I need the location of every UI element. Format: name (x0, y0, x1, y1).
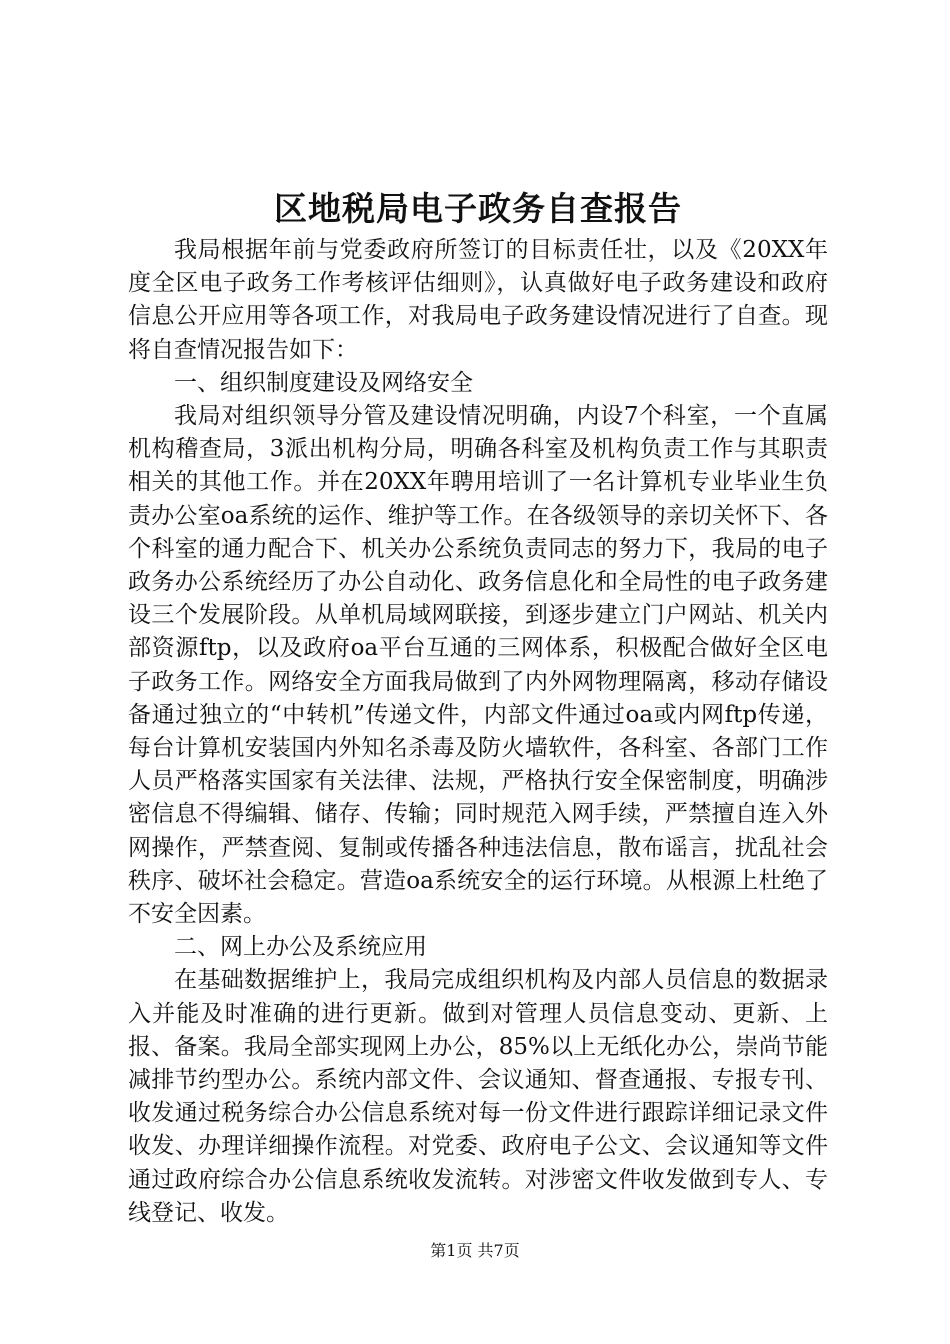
document-title: 区地税局电子政务自查报告 (274, 189, 682, 228)
section-heading-1: 一、组织制度建设及网络安全 (174, 369, 473, 396)
document-page (128, 186, 828, 1230)
section-heading-2: 二、网上办公及系统应用 (174, 934, 427, 961)
section-body-2: 在基础数据维护上，我局完成组织机构及内部人员信息的数据录入并能及时准确的进行更新。做到对管理人员信息变动、更新、上报、备案。我局全部实现网上办公，85%以上无纸化办公，崇尚节能减排节约型办公。系统内部文件、会议通知、督查通报、专报专刊、收发通过税务综合办公信息系统对每一份文件进行跟踪详细记录文件收发、办理详细操作流程。对党委、政府电子公文、会议通知等文件通过政府综合办公信息系统收发流转。对涉密文件收发做到专人、专线登记、收发。 (128, 967, 828, 1226)
page-number-footer: 第1页 共7页 (430, 1241, 520, 1260)
intro-paragraph: 我局根据年前与党委政府所签订的目标责任壮，以及《20XX年度全区电子政务工作考核评估细则》，认真做好电子政务建设和政府信息公开应用等各项工作，对我局电子政务建设情况进行了自查。现将自查情况报告如下： (128, 237, 828, 363)
section-body-1: 我局对组织领导分管及建设情况明确，内设7个科室，一个直属机构稽查局，3派出机构分局，明确各科室及机构负责工作与其职责相关的其他工作。并在20XX年聘用培训了一名计算机专业毕业生负责办公室oa系统的运作、维护等工作。在各级领导的亲切关怀下、各个科室的通力配合下、机关办公系统负责同志的努力下，我局的电子政务办公系统经历了办公自动化、政务信息化和全局性的电子政务建设三个发展阶段。从单机局域网联接，到逐步建立门户网站、机关内部资源ftp，以及政府oa平台互通的三网体系，积极配合做好全区电子政务工作。网络安全方面我局做到了内外网物理隔离，移动存储设备通过独立的“中转机”传递文件，内部文件通过oa或内网ftp传递，每台计算机安装国内外知名杀毒及防火墙软件，各科室、各部门工作人员严格落实国家有关法律、法规，严格执行安全保密制度，明确涉密信息不得编辑、储存、传输；同时规范入网手续，严禁擅自连入外网操作，严禁查阅、复制或传播各种违法信息，散布谣言，扰乱社会秩序、破坏社会稳定。营造oa系统安全的运行环境。从根源上杜绝了不安全因素。 (128, 403, 828, 928)
